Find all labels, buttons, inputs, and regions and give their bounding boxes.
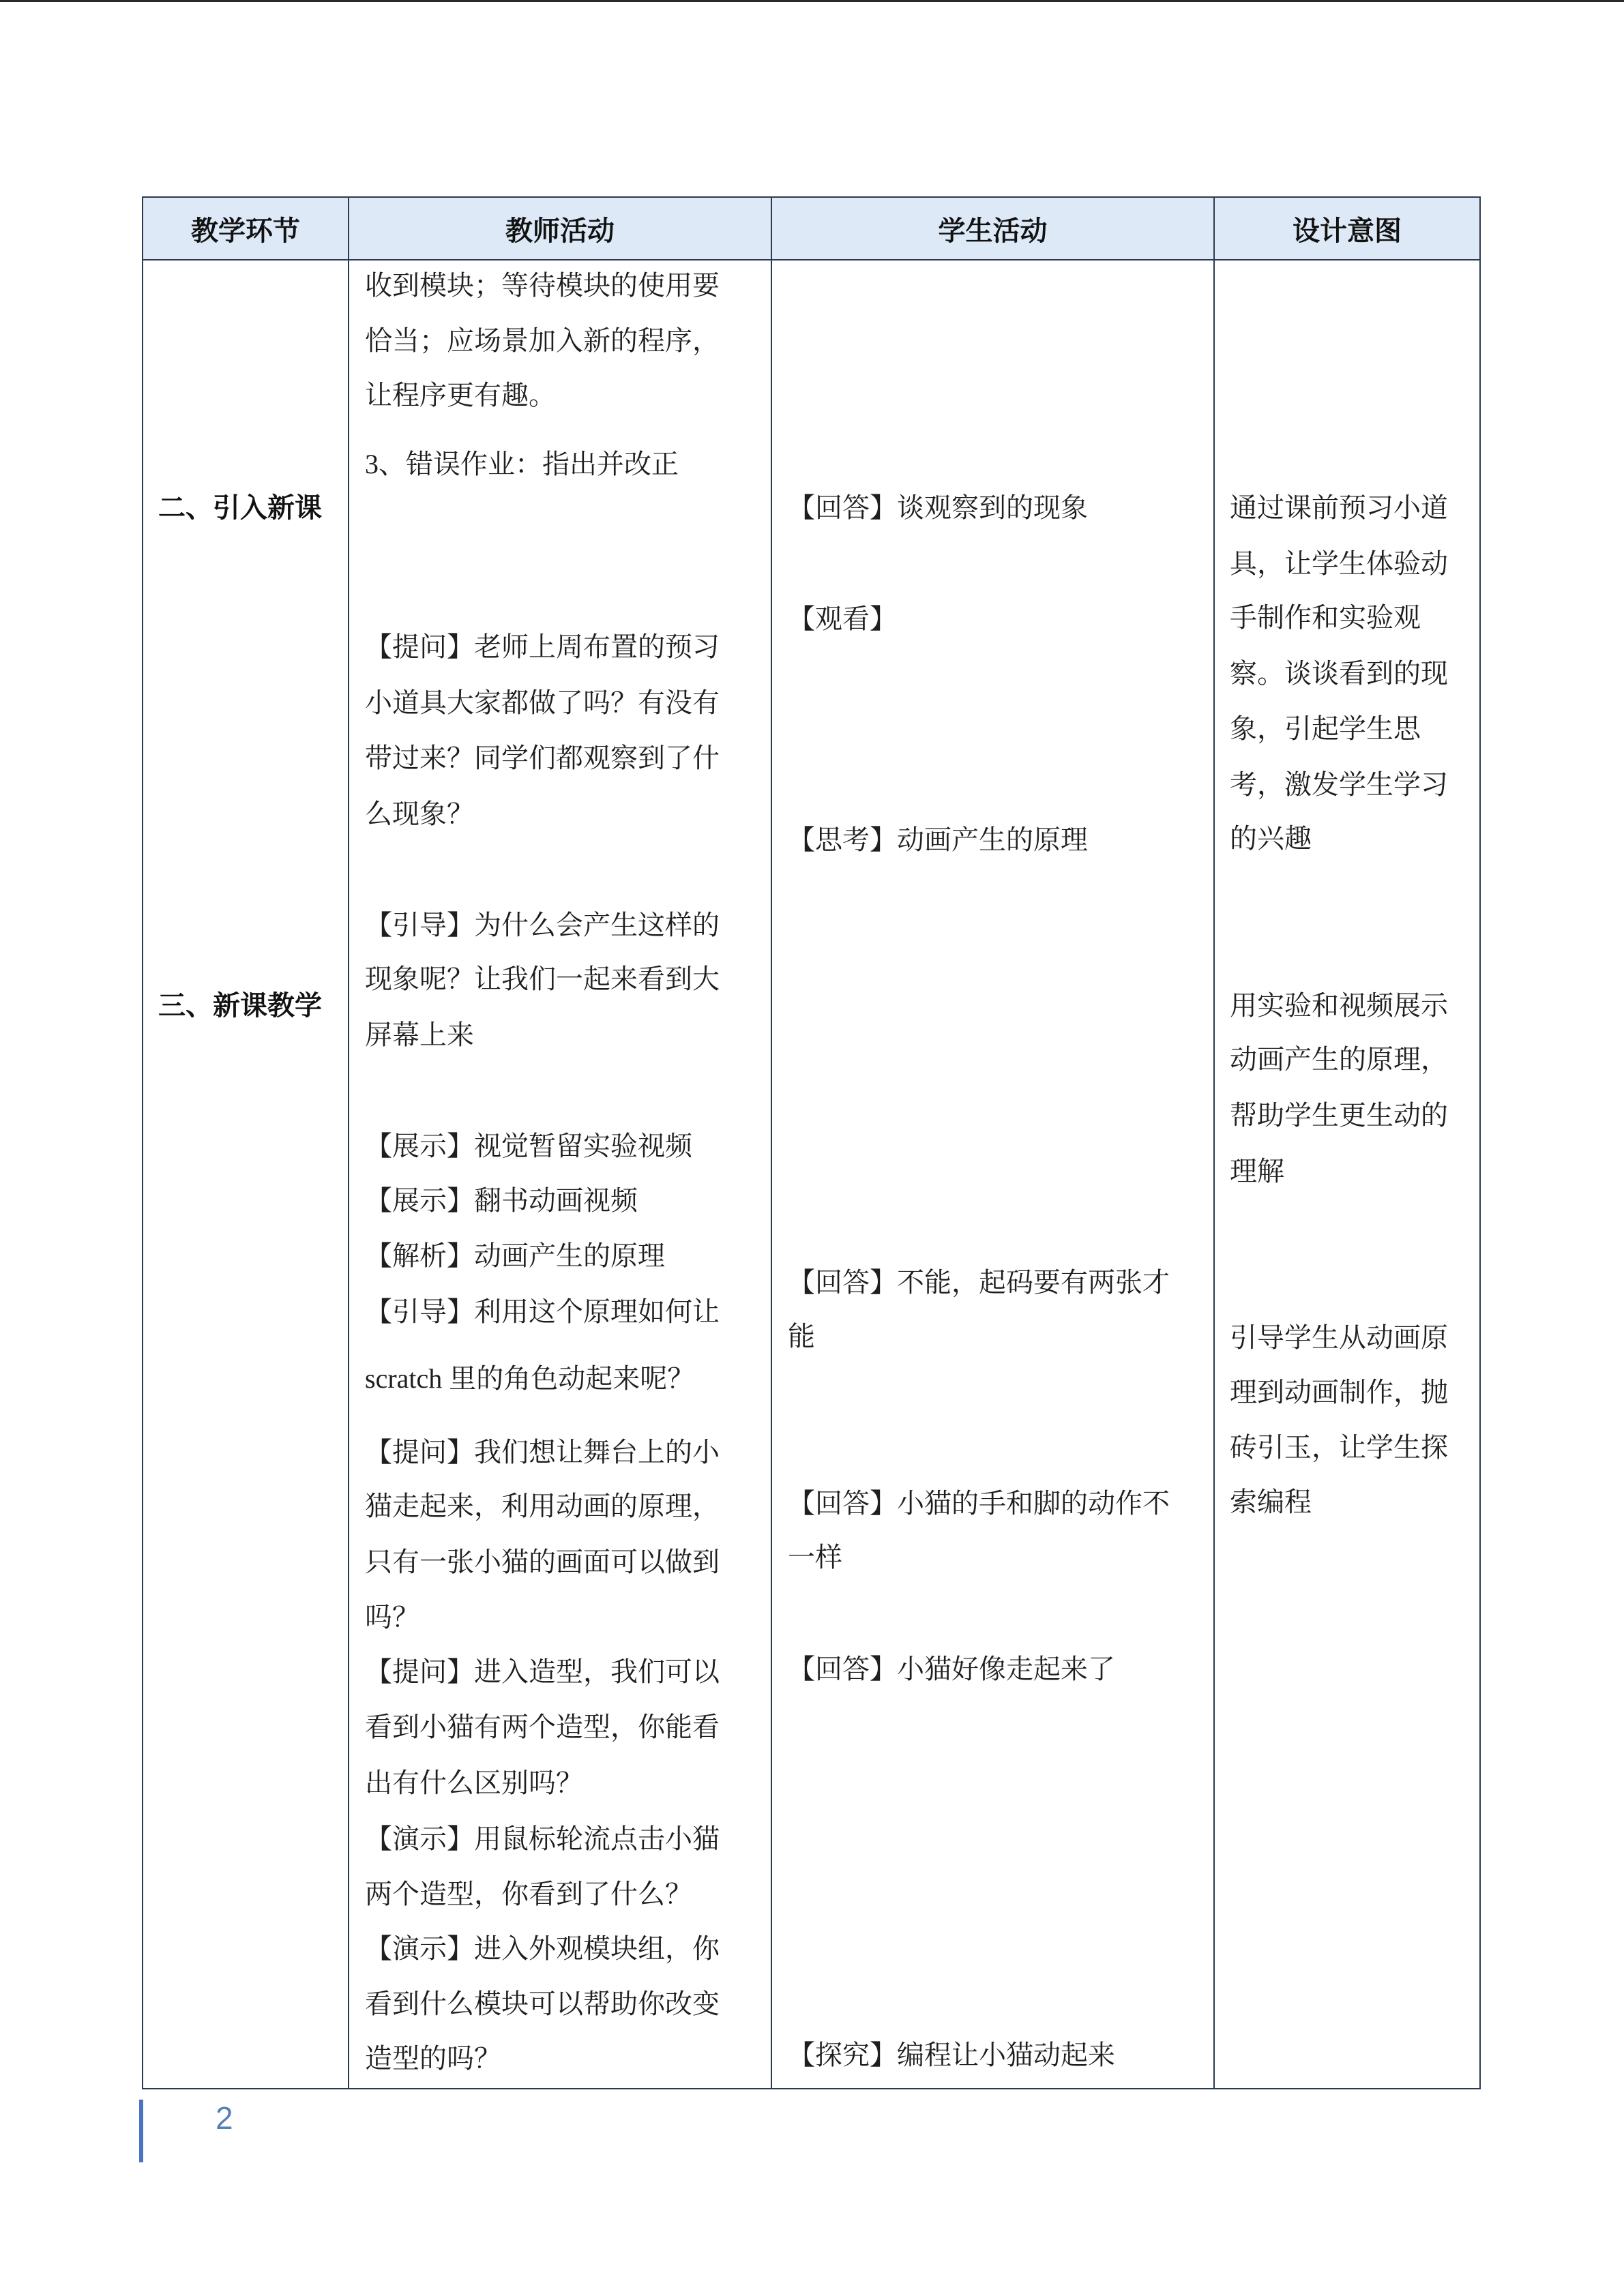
teacher-activity-line: 收到模块；等待模块的使用要 <box>365 270 720 301</box>
design-intent-line: 理到动画制作，抛 <box>1230 1377 1448 1407</box>
teacher-activity-line: 造型的吗？ <box>365 2043 501 2074</box>
student-activity-line: 【回答】小猫好像走起来了 <box>788 1654 1115 1684</box>
student-activity-line: 【探究】编程让小猫动起来 <box>788 2040 1115 2070</box>
teacher-activity-line: 吗？ <box>365 1602 419 1632</box>
page-number-accent-bar <box>139 2100 143 2162</box>
design-intent-line: 具，让学生体验动 <box>1230 548 1448 579</box>
teacher-activity-line: 让程序更有趣。 <box>365 380 556 411</box>
teacher-activity-line: 【解析】动画产生的原理 <box>365 1240 665 1271</box>
teacher-activity-line: 【展示】翻书动画视频 <box>365 1185 638 1216</box>
teacher-activity-line: 【演示】用鼠标轮流点击小猫 <box>365 1823 720 1854</box>
header-teacher-activity: 教师活动 <box>505 215 615 246</box>
teacher-activity-line: 只有一张小猫的画面可以做到 <box>365 1547 720 1577</box>
design-intent-line: 的兴趣 <box>1230 823 1312 854</box>
student-activity-line: 【思考】动画产生的原理 <box>788 824 1088 855</box>
page-number: 2 <box>216 2100 233 2136</box>
student-activity-line: 【回答】不能，起码要有两张才 <box>788 1267 1170 1298</box>
teacher-activity-line: scratch 里的角色动起来呢？ <box>365 1363 695 1394</box>
column-divider <box>771 196 772 2089</box>
student-activity-line: 【观看】 <box>788 603 897 634</box>
teacher-activity-line: 3、错误作业：指出并改正 <box>365 449 679 479</box>
design-intent-line: 动画产生的原理， <box>1230 1044 1448 1075</box>
student-activity-line: 一样 <box>788 1542 842 1572</box>
design-intent-line: 用实验和视频展示 <box>1230 990 1448 1021</box>
teacher-activity-line: 看到小猫有两个造型，你能看 <box>365 1712 720 1742</box>
design-intent-line: 手制作和实验观 <box>1230 602 1421 633</box>
teacher-activity-line: 恰当；应场景加入新的程序， <box>365 325 720 356</box>
teacher-activity-line: 带过来？同学们都观察到了什 <box>365 743 720 773</box>
student-activity-line: 【回答】小猫的手和脚的动作不 <box>788 1488 1170 1519</box>
student-activity-line: 能 <box>788 1321 815 1352</box>
teacher-activity-line: 【演示】进入外观模块组，你 <box>365 1933 720 1964</box>
teacher-activity-line: 猫走起来，利用动画的原理， <box>365 1491 720 1521</box>
design-intent-line: 帮助学生更生动的 <box>1230 1100 1448 1131</box>
header-teaching-stage: 教学环节 <box>191 215 300 246</box>
teacher-activity-line: 【引导】利用这个原理如何让 <box>365 1296 720 1327</box>
design-intent-line: 通过课前预习小道 <box>1230 492 1448 523</box>
design-intent-line: 索编程 <box>1230 1487 1312 1517</box>
teacher-activity-line: 【展示】视觉暂留实验视频 <box>365 1131 692 1161</box>
column-divider <box>348 196 349 2089</box>
header-design-intent: 设计意图 <box>1293 215 1402 246</box>
teacher-activity-line: 现象呢？让我们一起来看到大 <box>365 964 720 994</box>
design-intent-line: 砖引玉，让学生探 <box>1230 1432 1448 1463</box>
design-intent-line: 考，激发学生学习 <box>1230 769 1448 800</box>
design-intent-line: 象，引起学生思 <box>1230 713 1421 744</box>
teacher-activity-line: 【提问】老师上周布置的预习 <box>365 631 720 662</box>
stage-label: 二、引入新课 <box>158 493 322 523</box>
design-intent-line: 引导学生从动画原 <box>1230 1322 1448 1353</box>
teacher-activity-line: 么现象？ <box>365 799 474 829</box>
design-intent-line: 察。谈谈看到的现 <box>1230 658 1448 689</box>
teacher-activity-line: 屏幕上来 <box>365 1019 474 1050</box>
teacher-activity-line: 出有什么区别吗？ <box>365 1768 583 1798</box>
column-divider <box>1213 196 1215 2089</box>
teacher-activity-line: 【引导】为什么会产生这样的 <box>365 910 720 940</box>
teacher-activity-line: 【提问】我们想让舞台上的小 <box>365 1437 720 1467</box>
teacher-activity-line: 【提问】进入造型，我们可以 <box>365 1656 720 1687</box>
lesson-plan-table <box>142 196 1481 2089</box>
teacher-activity-line: 两个造型，你看到了什么？ <box>365 1879 692 1909</box>
header-student-activity: 学生活动 <box>938 215 1048 246</box>
teacher-activity-line: 小道具大家都做了吗？有没有 <box>365 687 720 718</box>
design-intent-line: 理解 <box>1230 1156 1284 1187</box>
stage-label: 三、新课教学 <box>158 991 322 1021</box>
top-rule <box>0 0 1624 2</box>
student-activity-line: 【回答】谈观察到的现象 <box>788 492 1088 523</box>
teacher-activity-line: 看到什么模块可以帮助你改变 <box>365 1988 720 2019</box>
